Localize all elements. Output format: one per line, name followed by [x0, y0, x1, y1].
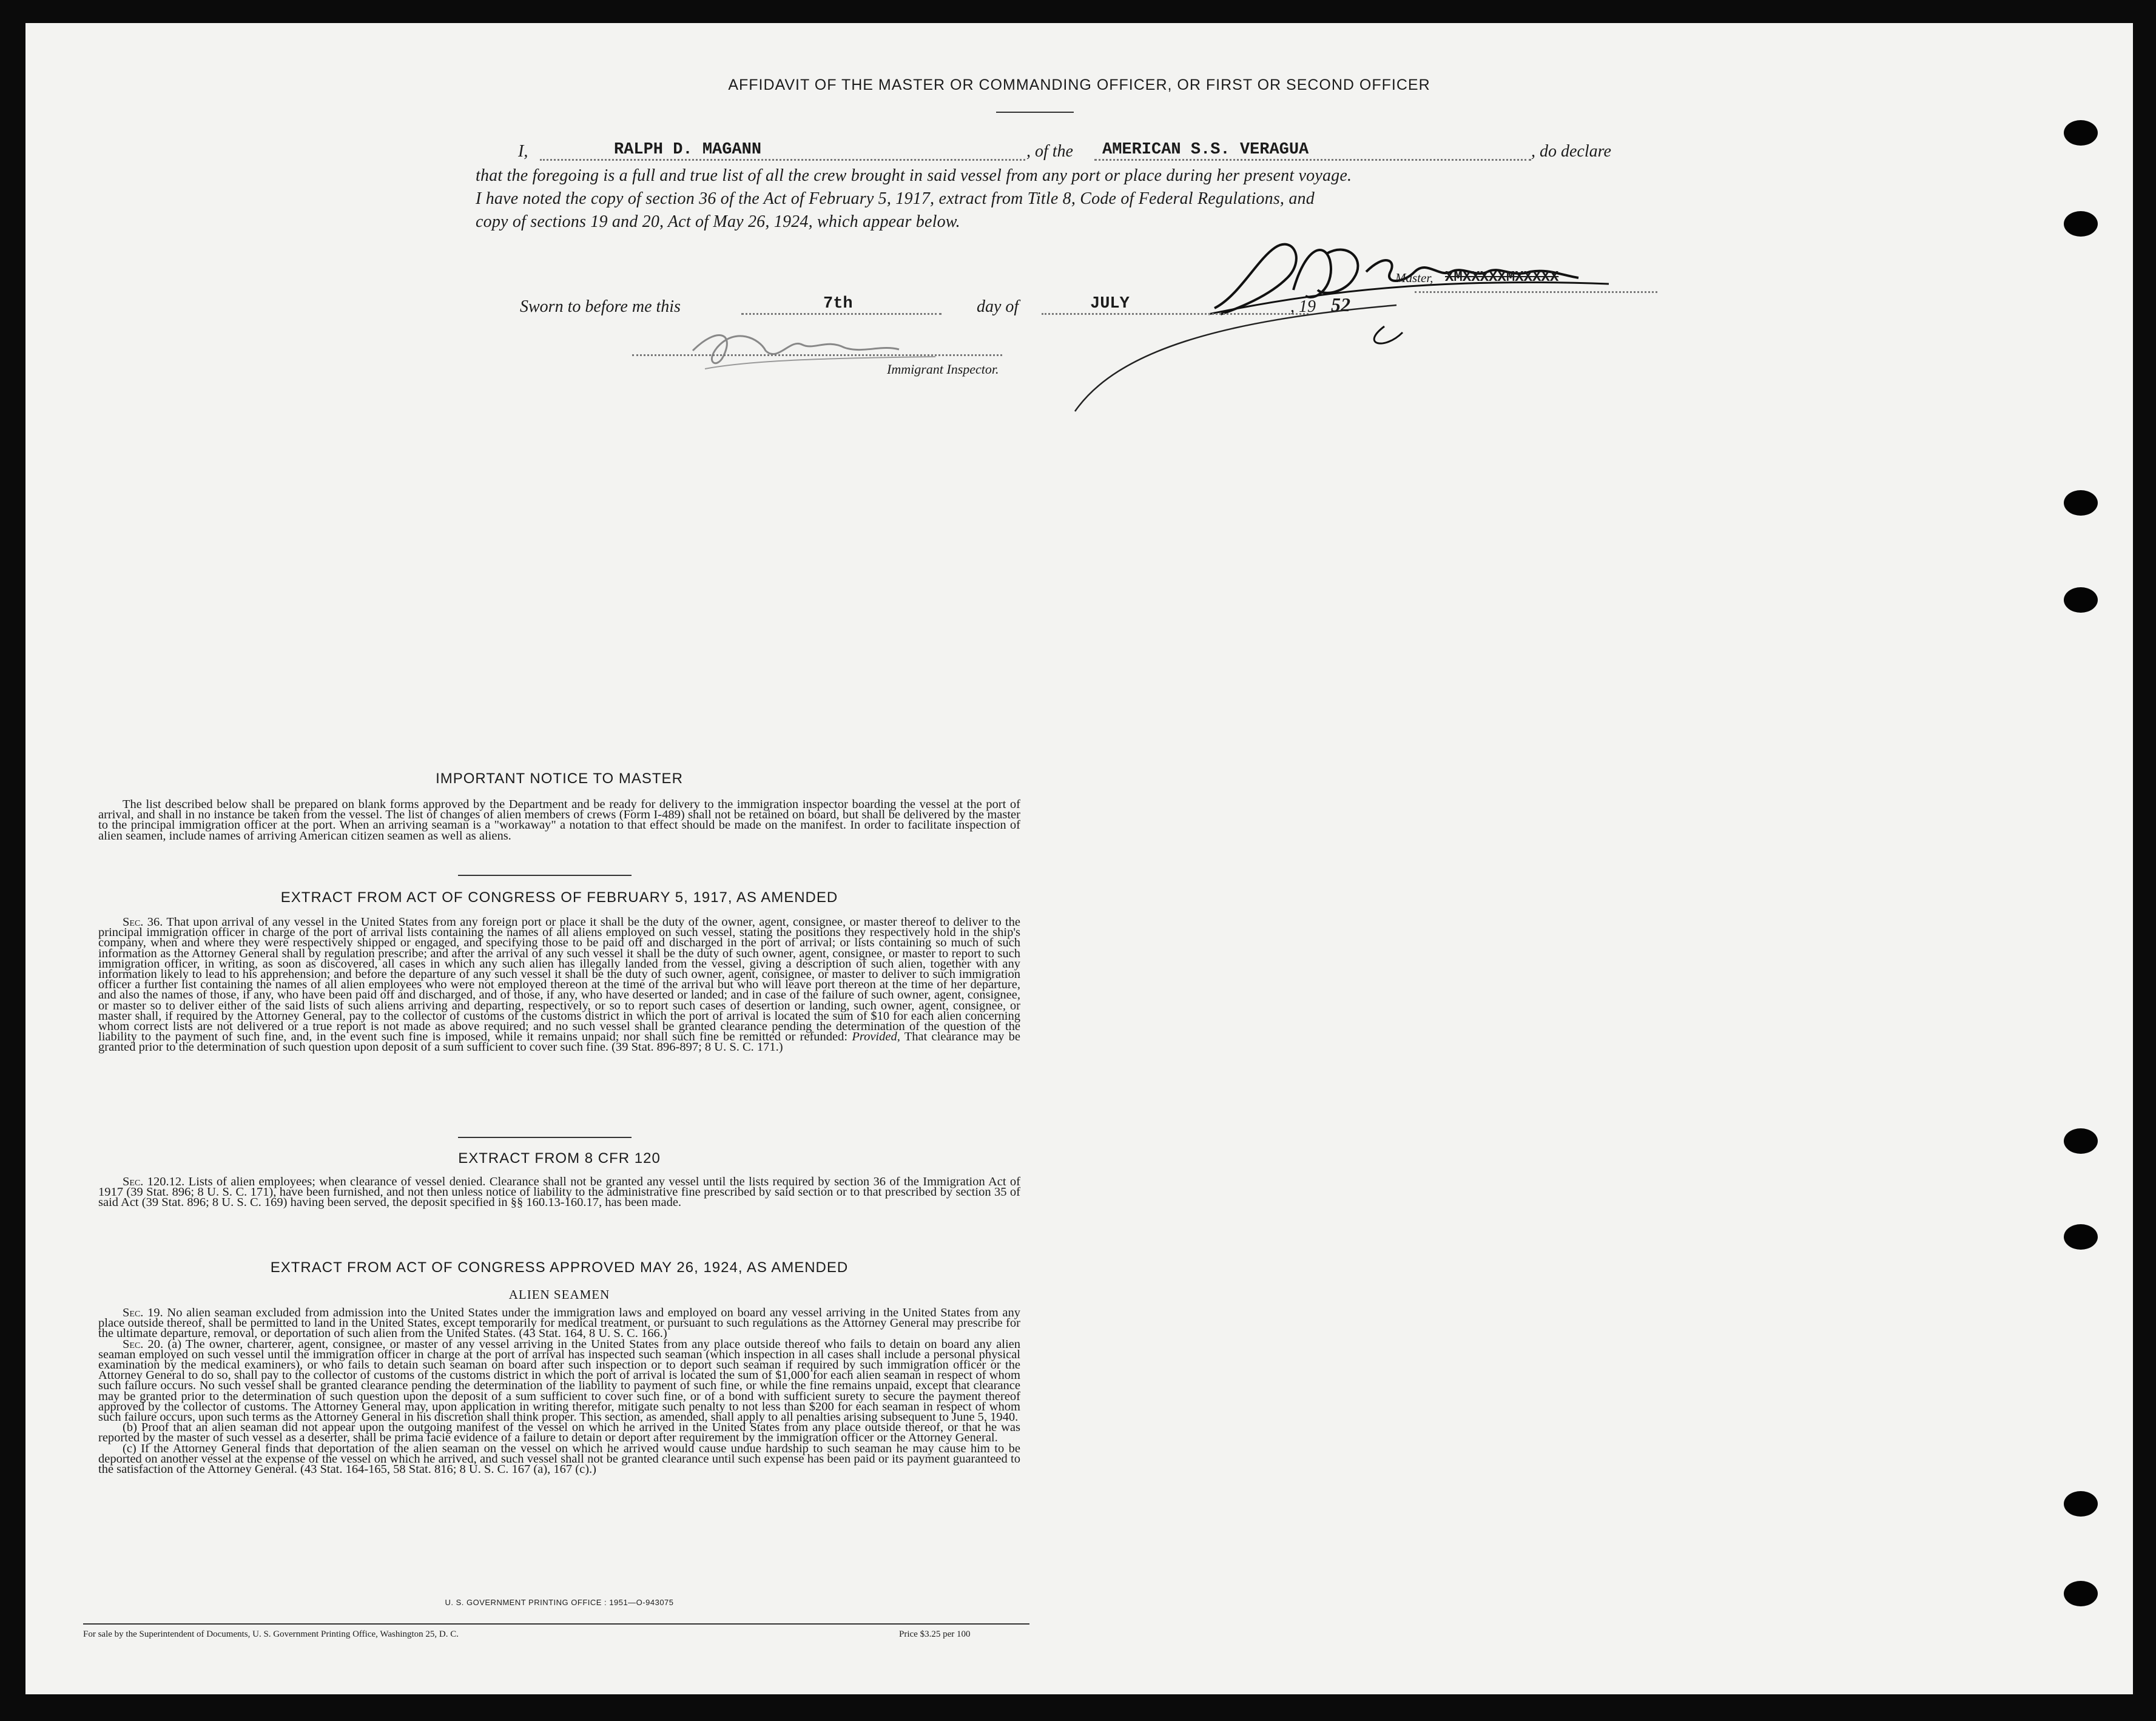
- master-label: Master,: [1395, 271, 1433, 285]
- year-handwritten: 52: [1331, 294, 1350, 315]
- sec-120-label: Sec. 120.12.: [123, 1175, 185, 1188]
- divider: [458, 875, 632, 876]
- sworn-month-field: JULY: [1090, 295, 1130, 313]
- price-note: Price $3.25 per 100: [899, 1629, 971, 1639]
- extract-1924-body: [98, 1308, 1020, 1475]
- of-the-label: , of the: [1026, 142, 1073, 161]
- title-divider: [996, 112, 1074, 113]
- punch-hole: [2064, 1581, 2098, 1606]
- notice-title: IMPORTANT NOTICE TO MASTER: [436, 770, 683, 787]
- sec-20b-text: (b) Proof that an alien seaman did not appear upon the outgoing manifest of the vessel on which he arrived in the United States from any place outside thereof, or that he was reported by the master of such vessel as a deserter, shall be prima facie evidence of a failure to detain or deport after requirement by the immigration officer or the Attorney General.: [98, 1421, 1020, 1445]
- printing-office-imprint: U. S. GOVERNMENT PRINTING OFFICE : 1951—O-943075: [445, 1598, 674, 1607]
- notice-text: The list described below shall be prepared on blank forms approved by the Department and be ready for delivery to the immigration inspector boarding the vessel at the port of arrival, and shall in no instance be taken from the vessel. The list of changes of alien members of crews (Form I-489) shall not be retained on board, but shall be delivered by the master to the principal immigration officer at the port. When an arriving seaman is a "workaway" a notation to that effect should be made on the manifest. In order to facilitate inspection of alien seamen, include names of arriving American citizen seamen as well as aliens.: [98, 798, 1020, 843]
- pen-stroke: [1069, 296, 1409, 417]
- year-prefix: , 19: [1290, 297, 1316, 316]
- punch-hole: [2064, 211, 2098, 237]
- master-signature-line: [1415, 291, 1657, 293]
- punch-hole: [2064, 1128, 2098, 1154]
- form-page: [25, 23, 2133, 1694]
- extract-cfr-title: EXTRACT FROM 8 CFR 120: [458, 1150, 661, 1167]
- sec-36-text-end: That clearance may be granted prior to the determination of such question upon deposit of a sum sufficient to cover such fine. (39 Stat. 896-897; 8 U. S. C. 171.): [98, 1030, 1021, 1054]
- affidavit-line-2: that the foregoing is a full and true list of all the crew brought in said vessel from any port or place during her present voyage.: [476, 166, 1352, 185]
- sec-36-text: That upon arrival of any vessel in the United States from any foreign port or place it shall be the duty of the owner, agent, consignee, or master thereof to deliver to the principal immigration officer in charge of the port of arrival lists containing the names of all aliens employed on such vessel, stating the positions they respectively hold in the ship's company, when and where they were respectively shipped or engaged, and specifying those to be paid off and discharged in the port of arrival; or lists containing so much of such information as the Attorney General shall by regulation prescribe; and after the arrival of any such vessel it shall be the duty of such owner, agent, consignee, or master to report to such immigration officer, in writing, as soon as discovered, all cases in which any such alien has illegally landed from the vessel, giving a description of such alien, together with any information likely to lead to his apprehension; and before the departure of any such vessel it shall be the duty of such owner, agent, consignee, or master to deliver to such immigration officer a further list containing the names of all alien employees who were not employed thereon at the time of the arrival but who will leave port thereon at the time of her departure, and also the names of those, if any, who have been paid off and discharged, and of those, if any, who have deserted or landed; and in case of the failure of such owner, agent, consignee, or master so to deliver either of the said lists of such aliens arriving and departing, respectively, or so to report such cases of desertion or landing, such owner, agent, consignee, or master shall, if required by the Attorney General, pay to the collector of customs of the customs district in which the port of arrival is located the sum of $10 for each alien concerning whom correct lists are not delivered or a true report is not made as above required; and no such vessel shall be granted clearance pending the determination of the question of the liability to the payment of such fine, and, in the event such fine is imposed, while it remains unpaid; nor shall such fine be remitted or refunded:: [98, 915, 1020, 1044]
- footer-rule: [83, 1623, 1029, 1625]
- name-line: [540, 159, 1025, 161]
- punch-hole: [2064, 587, 2098, 613]
- punch-hole: [2064, 1224, 2098, 1250]
- struck-officer-titles: XMXXXXXMXXXXX: [1445, 269, 1559, 286]
- punch-hole: [2064, 490, 2098, 516]
- punch-hole: [2064, 120, 2098, 146]
- i-label: I,: [518, 142, 528, 161]
- affidavit-line-4: copy of sections 19 and 20, Act of May 26, 1924, which appear below.: [476, 212, 960, 231]
- day-of-label: day of: [977, 297, 1019, 316]
- inspector-label: Immigrant Inspector.: [887, 362, 999, 377]
- sec-19-label: Sec. 19.: [123, 1306, 163, 1319]
- affidavit-title: AFFIDAVIT OF THE MASTER OR COMMANDING OFFICER, OR FIRST OR SECOND OFFICER: [728, 76, 1430, 93]
- master-name-field: RALPH D. MAGANN: [614, 141, 762, 159]
- sec-36-label: Sec. 36.: [123, 915, 163, 929]
- affidavit-line-3: I have noted the copy of section 36 of the Act of February 5, 1917, extract from Title 8, Code of Federal Regulations, and: [476, 189, 1315, 208]
- extract-1917-body: [98, 917, 1020, 1053]
- sec-20c-text: (c) If the Attorney General finds that deportation of the alien seaman on the vessel on which he arrived would cause undue hardship to such seaman he may cause him to be deported on another vessel at the expense of the vessel on which he arrived, and such vessel shall not be granted clearance until such expense has been paid or its payment guaranteed to the satisfaction of the Attorney General. (43 Stat. 164-165, 58 Stat. 816; 8 U. S. C. 167 (a), 167 (c).): [98, 1441, 1020, 1477]
- proviso-label: Provided,: [852, 1030, 900, 1044]
- do-declare-label: , do declare: [1531, 142, 1611, 161]
- extract-cfr-body: [98, 1177, 1020, 1208]
- sec-20-label: Sec. 20.: [123, 1337, 164, 1351]
- sworn-day-field: 7th: [823, 295, 853, 313]
- sec-19-text: No alien seaman excluded from admission into the United States under the immigration laws and employed on board any vessel arriving in the United States from any place outside thereof, shall be permitted to land in the United States, except temporarily for medical treatment, or pursuant to such regulations as the Attorney General may prescribe for the ultimate departure, removal, or deportation of such alien from the United States. (43 Stat. 164, 8 U. S. C. 166.): [98, 1306, 1021, 1341]
- sec-120-text: Lists of alien employees; when clearance of vessel denied. Clearance shall not be granted any vessel until the lists required by section 36 of the Immigration Act of 1917 (39 Stat. 896; 8 U. S. C. 171), have been furnished, and not then unless notice of liability to the administrative fine prescribed by said section or to that prescribed by section 35 of said Act (39 Stat. 896; 8 U. S. C. 169) having been served, the deposit specified in §§ 160.13-160.17, has been made.: [98, 1175, 1021, 1210]
- notice-body: [98, 800, 1020, 841]
- inspector-signature-line: [632, 354, 1002, 356]
- alien-seamen-subtitle: ALIEN SEAMEN: [508, 1287, 610, 1302]
- extract-1924-title: EXTRACT FROM ACT OF CONGRESS APPROVED MAY 26, 1924, AS AMENDED: [270, 1259, 849, 1276]
- punch-hole: [2064, 1491, 2098, 1517]
- sec-20a-text: (a) The owner, charterer, agent, consignee, or master of any vessel arriving in the United States from any place outside thereof who fails to detain on board any alien seaman employed on such vessel until the immigration officer in charge at the port of arrival has inspected such seaman (which inspection in all cases shall include a personal physical examination by the medical examiners), or who fails to detain such seaman on board after such inspection or to deport such seaman if required by such immigration officer or the Attorney General to do so, shall pay to the collector of customs of the customs district in which the port of arrival is located the sum of $1,000 for each alien seaman in respect of whom such failure occurs. No such vessel shall be granted clearance pending the determination of the liability to payment of such fine, or while the fine remains unpaid, except that clearance may be granted prior to the determination of such question upon the deposit of a sum sufficient to cover such fine, or of a bond with sufficient surety to secure the payment thereof approved by the collector of customs. The Attorney General may, upon application in writing therefor, mitigate such penalty to not less than $200 for each seaman in respect of whom such failure occurs, upon such terms as the Attorney General in his discretion shall think proper. This section, as amended, shall apply to all penalties arising subsequent to June 5, 1940.: [98, 1337, 1021, 1424]
- extract-1917-title: EXTRACT FROM ACT OF CONGRESS OF FEBRUARY 5, 1917, AS AMENDED: [280, 889, 838, 906]
- vessel-name-field: AMERICAN S.S. VERAGUA: [1102, 141, 1309, 159]
- vessel-line: [1094, 159, 1531, 161]
- sworn-label: Sworn to before me this: [520, 297, 681, 316]
- divider: [458, 1137, 632, 1138]
- for-sale-note: For sale by the Superintendent of Documents, U. S. Government Printing Office, Washington 25, D. C.: [83, 1629, 459, 1639]
